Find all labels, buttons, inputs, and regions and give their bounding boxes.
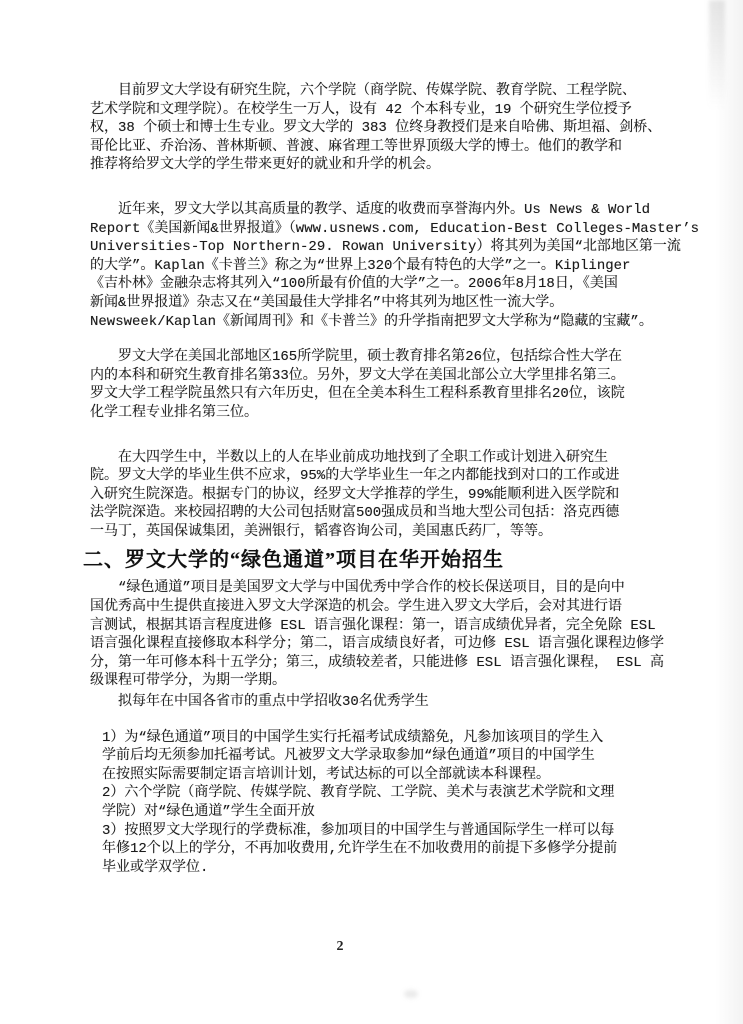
text-line: 在大四学生中，半数以上的人在毕业前成功地找到了全职工作或计划进入研究生 <box>118 449 608 466</box>
text-line: 的大学”。Kaplan《卡普兰》称之为“世界上320个最有特色的大学”之一。Kiplinger <box>90 257 631 274</box>
paragraph-green-channel-intro <box>90 579 690 691</box>
paragraph-enrollment-plan <box>90 693 690 712</box>
text-line: 《吉朴林》金融杂志将其列入“100所最有价值的大学”之一。2006年8月18日，《美国 <box>90 276 618 293</box>
text-line: 权，38 个硕士和博士生专业。罗文大学的 383 位终身教授们是来自哈佛、斯坦福、剑桥、 <box>90 120 662 137</box>
scan-edge-artifact <box>715 0 743 1024</box>
paragraph-university-overview <box>90 82 690 175</box>
text-line: 法学院深造。来校园招聘的大公司包括财富500强成员和当地大型公司包括：洛克西德 <box>90 505 620 522</box>
text-line: 一马丁，英国保诚集团，美洲银行，韬睿咨询公司，美国惠氏药厂，等等。 <box>90 523 552 540</box>
text-line: 拟每年在中国各省市的重点中学招收30名优秀学生 <box>118 694 429 711</box>
text-line: 毕业或学双学位. <box>102 859 209 876</box>
text-line: 学前后均无须参加托福考试。凡被罗文大学录取参加“绿色通道”项目的中国学生 <box>102 748 595 765</box>
list-item-3-tuition-credits <box>90 822 690 878</box>
paragraph-graduate-employment <box>90 449 690 542</box>
text-line: 分，第一年可修本科十五学分；第三，成绩较差者，只能进修 ESL 语言强化课程， ESL 高 <box>90 654 665 671</box>
text-line: 罗文大学在美国北部地区165所学院里，硕士教育排名第26位，包括综合性大学在 <box>118 349 623 366</box>
section-heading-green-channel: 二、罗文大学的“绿色通道”项目在华开始招生 <box>83 549 504 572</box>
text-line: 级课程可带学分，为期一学期。 <box>90 673 286 690</box>
document-body <box>83 82 700 877</box>
text-line: 罗文大学工程学院虽然只有六年历史，但在全美本科生工程科系教育里排名20位，该院 <box>90 386 625 403</box>
text-line: 语言强化课程直接修取本科学分；第二，语言成绩良好者，可边修 ESL 语言强化课程边修学 <box>90 636 665 653</box>
text-line: 1）为“绿色通道”项目的中国学生实行托福考试成绩豁免，凡参加该项目的学生入 <box>102 729 604 746</box>
scan-corner-artifact <box>709 0 725 110</box>
list-item-1-toefl-waiver <box>90 729 690 785</box>
list-item-2-colleges-open <box>90 784 690 821</box>
paragraph-reputation-rankings <box>90 201 700 331</box>
text-line: 艺术学院和文理学院）。在校学生一万人，设有 42 个本科专业，19 个研究生学位授予 <box>90 101 632 118</box>
text-line: 3）按照罗文大学现行的学费标准，参加项目的中国学生与普通国际学生一样可以每 <box>102 822 615 839</box>
page-number: 2 <box>336 939 344 954</box>
text-line: 2）六个学院（商学院、传媒学院、教育学院、工学院、美术与表演艺术学院和文理 <box>102 785 615 802</box>
text-line: 新闻&世界报道》杂志又在“美国最佳大学排名”中将其列为地区性一流大学。 <box>90 294 564 311</box>
text-line: 推荐将给罗文大学的学生带来更好的就业和升学的机会。 <box>90 157 440 174</box>
text-line: 近年来，罗文大学以其高质量的教学、适度的收费而享誉海内外。Us News & World <box>118 201 651 218</box>
text-line: 学院）对“绿色通道”学生全面开放 <box>102 804 315 820</box>
text-line: 国优秀高中生提供直接进入罗文大学深造的机会。学生进入罗文大学后，会对其进行语 <box>90 599 622 616</box>
text-line: “绿色通道”项目是美国罗文大学与中国优秀中学合作的校长保送项目，目的是向中 <box>118 580 625 597</box>
text-line: Newsweek/Kaplan《新闻周刊》和《卡普兰》的升学指南把罗文大学称为“隐藏的宝藏”。 <box>90 313 653 330</box>
text-line: 在按照实际需要制定语言培训计划，考试达标的可以全部就读本科课程。 <box>102 766 550 783</box>
text-line: 院。罗文大学的毕业生供不应求，95%的大学毕业生一年之内都能找到对口的工作或进 <box>90 468 620 485</box>
text-line: 入研究生院深造。根据专门的协议，经罗文大学推荐的学生，99%能顺利进入医学院和 <box>90 486 620 503</box>
text-line: 言测试，根据其语言程度进修 ESL 语言强化课程：第一，语言成绩优异者，完全免除 ESL <box>90 617 656 634</box>
text-line: 目前罗文大学设有研究生院，六个学院（商学院、传媒学院、教育学院、工程学院、 <box>118 83 636 99</box>
paragraph-regional-rankings <box>90 348 690 422</box>
scan-smudge-artifact <box>404 990 418 998</box>
text-line: Universities-Top Northern-29. Rowan University）将其列为美国“北部地区第一流 <box>90 239 681 256</box>
text-line: 内的本科和研究生教育排名第33位。另外，罗文大学在美国北部公立大学里排名第三。 <box>90 367 625 384</box>
text-line: 化学工程专业排名第三位。 <box>90 404 258 421</box>
text-line: 哥伦比亚、乔治汤、普林斯顿、普渡、麻省理工等世界顶级大学的博士。他们的教学和 <box>90 138 622 155</box>
text-line: Report《美国新闻&世界报道》（www.usnews.com, Education-Best Colleges-Master’s <box>90 220 700 237</box>
text-line: 年修12个以上的学分，不再加收费用,允许学生在不加收费用的前提下多修学分提前 <box>102 841 618 858</box>
